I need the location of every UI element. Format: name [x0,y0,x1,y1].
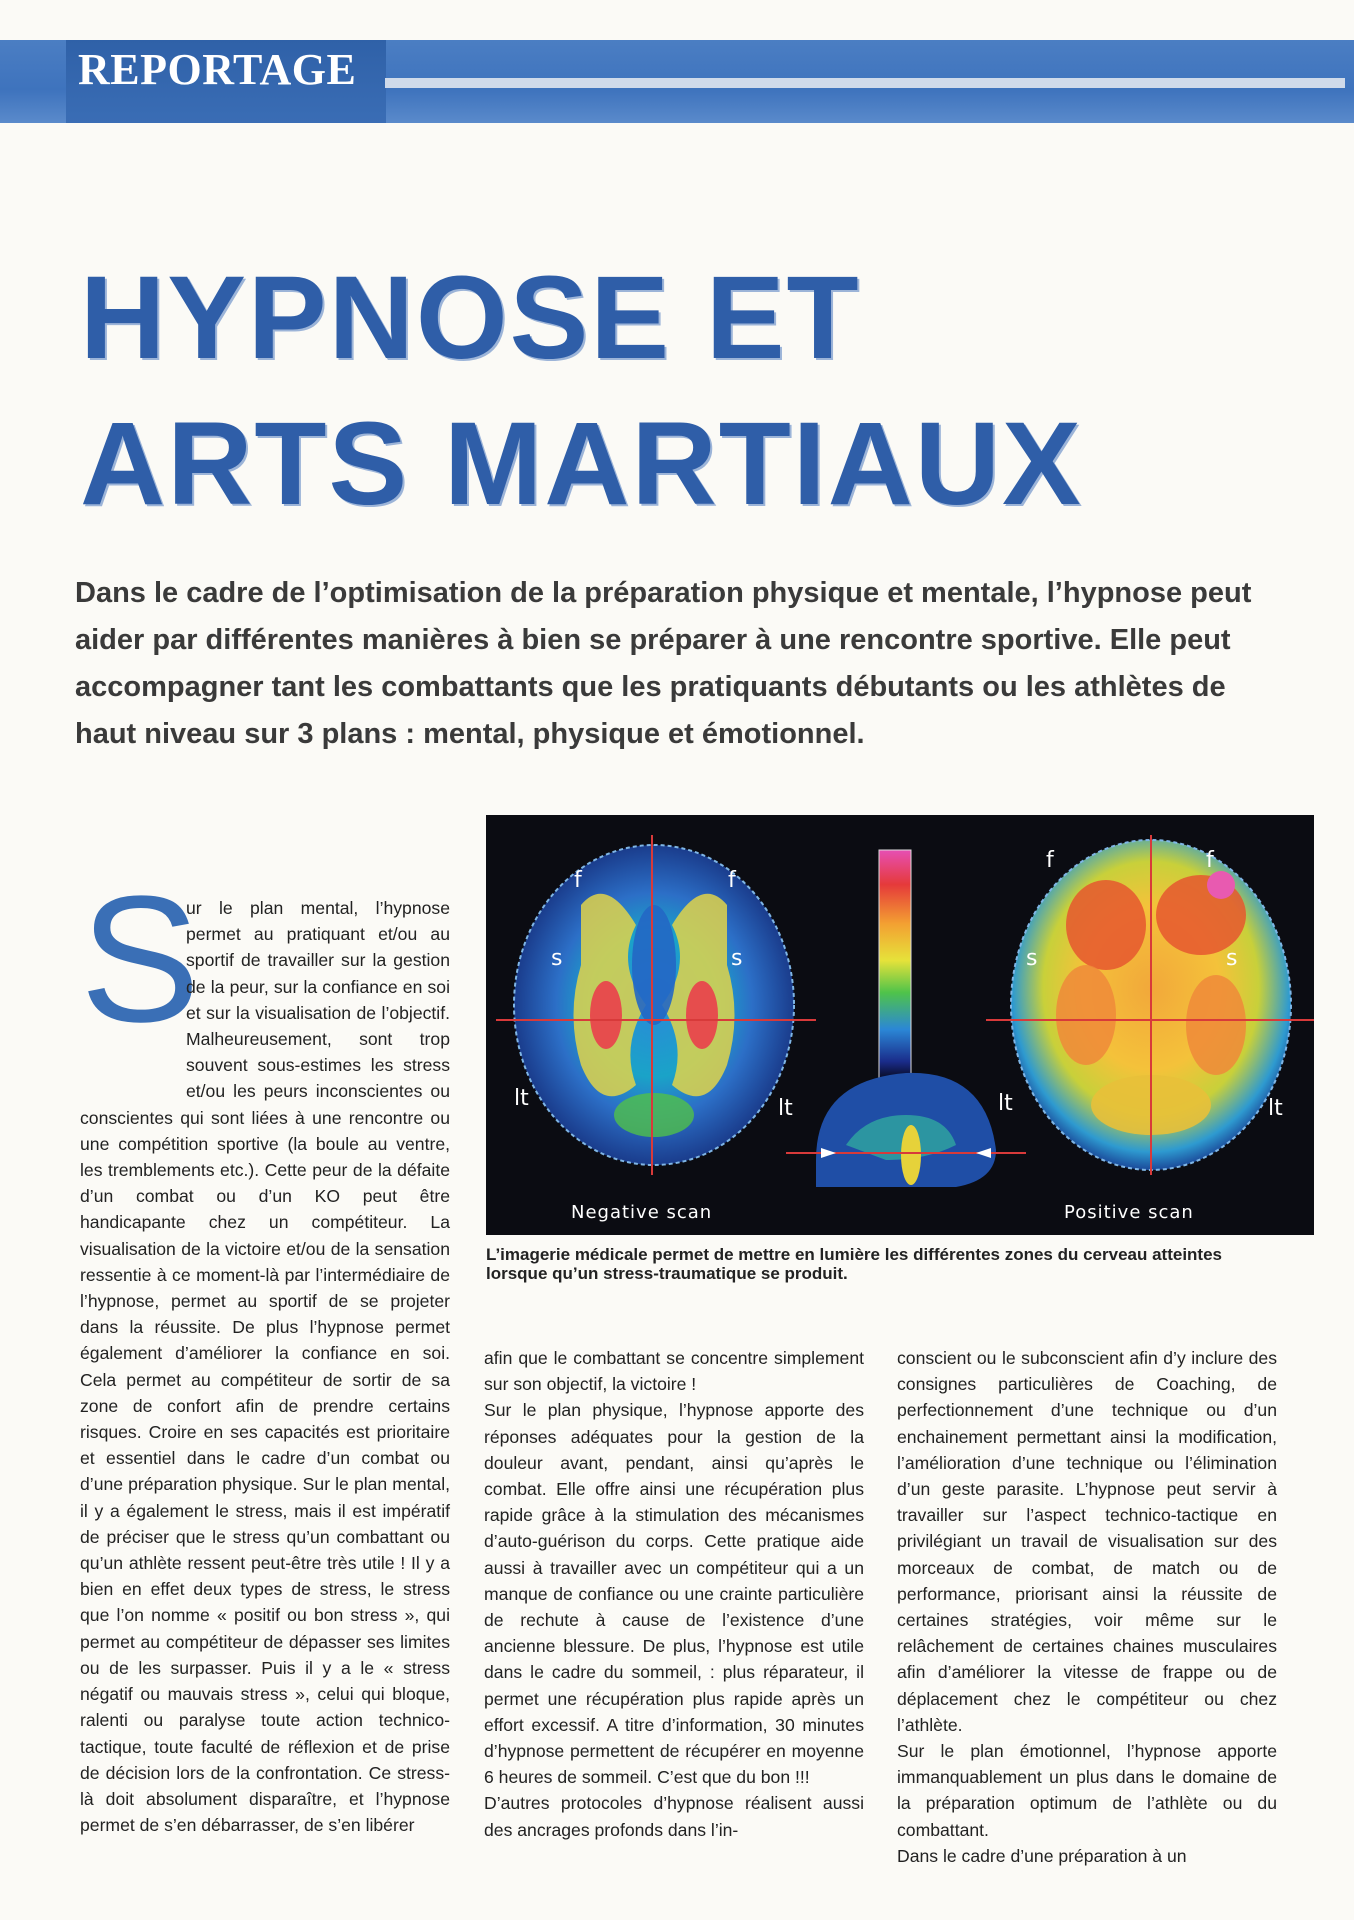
label-f-pos-right: f [1206,848,1214,873]
column-2-paragraph-1: afin que le combattant se concentre simplement sur son objectif, la victoire ! [484,1348,864,1395]
column-2-paragraph-3: D’autres protocoles d’hypnose réalisent aussi des ancrages profonds dans l’in- [484,1793,864,1840]
article-title-line-2: ARTS MARTIAUX [80,398,1083,530]
column-3-paragraph-1: conscient ou le subconscient afin d’y inclure des consignes particulières de Coaching, de perfectionnement d’une technique ou d’un enchainement permettant ainsi la modification, l’amélioration d’une technique ou l’élimination d’un geste parasite. L’hypnose peut servir à travailler sur l’aspect technico-tactique en privilégiant un travail de visualisation sur des morceaux de combat, de match ou de performance, priorisant ainsi la réussite de certaines stratégies, voir même sur le relâchement de certaines chaines musculaires afin d’améliorer la vitesse de frappe ou de déplacement chez le compétiteur ou chez l’athlète. [897,1348,1277,1735]
article-column-1 [80,859,450,1838]
label-f-pos-left: f [1046,848,1054,873]
label-f-neg-left: f [574,868,582,893]
article-column-3 [897,1345,1277,1869]
column-2-paragraph-2: Sur le plan physique, l’hypnose apporte des réponses adéquates pour la gestion de la douleur avant, pendant, ainsi qu’après le combat. Elle offre ainsi une récupération plus rapide grâce à la stimulation des mécanismes d’auto-guérison du corps. Cette pratique aide aussi à travailler avec un compétiteur qui a un manque de confiance ou une crainte particulière de rechute à cause de l’existence d’une ancienne blessure. De plus, l’hypnose est utile dans le cadre du sommeil, : plus réparateur, il permet une récupération plus rapide après un effort excessif. A titre d’information, 30 minutes d’hypnose permettent de récupérer en moyenne 6 heures de sommeil. C’est que du bon !!! [484,1400,864,1788]
article-title-line-1: HYPNOSE ET [80,252,861,384]
label-s-pos-right: s [1226,946,1238,971]
brain-scan-image [486,815,1314,1235]
label-s-neg-left: s [551,946,563,971]
label-lt-pos-left: lt [998,1091,1013,1116]
header-divider [385,78,1345,88]
negative-scan-label: Negative scan [571,1202,713,1223]
label-lt-neg-left: lt [514,1086,529,1111]
label-f-neg-right: f [728,868,736,893]
brain-scan-figure [486,815,1314,1235]
article-lead: Dans le cadre de l’optimisation de la préparation physique et mentale, l’hypnose peut aider par différentes manières à bien se préparer à une rencontre sportive. Elle peut accompagner tant les combattants que les pratiquants débutants ou les athlètes de haut niveau sur 3 plans : mental, physique et émotionnel. [75,577,1252,750]
label-lt-neg-right: lt [778,1096,793,1121]
drop-cap: S [80,859,201,1060]
article-column-2 [484,1345,864,1843]
article-title [80,245,1083,537]
label-lt-pos-right: lt [1268,1096,1283,1121]
column-3-paragraph-3: Dans le cadre d’une préparation à un [897,1845,1187,1866]
label-s-pos-left: s [1026,946,1038,971]
label-s-neg-right: s [731,946,743,971]
section-label: REPORTAGE [78,45,357,94]
column-1-text: ur le plan mental, l’hypnose permet au pratiquant et/ou au sportif de travailler sur la gestion de la peur, sur la confiance en soi et sur la visualisation de l’objectif. Malheureusement, sont trop souvent sous-estimes les stress et/ou les peurs inconscientes ou conscientes qui sont liées à une rencontre ou une compétition sportive (la boule au ventre, les tremblements etc.). Cette peur de la défaite d’un combat ou d’un KO peut être handicapante chez un compétiteur. La visualisation de la victoire et/ou de la sensation ressentie à ce moment-là par l’intermédiaire de l’hypnose, permet au sportif de se projeter dans la réussite. De plus l’hypnose permet également d’améliorer la confiance en soi. Cela permet au compétiteur de sortir de sa zone de confort afin de prendre certains risques. Croire en ses capacités est prioritaire et essentiel dans le cadre d’un combat ou d’une préparation physique. Sur le plan mental, il y a également le stress, mais il est impératif de préciser que le stress qu’un combattant ou qu’un athlète ressent peut-être très utile ! Il y a bien en effet deux types de stress, le stress que l’on nomme « positif ou bon stress », qui permet au compétiteur de dépasser ses limites ou de les surpasser. Puis il y a le « stress négatif ou mauvais stress », celui qui bloque, ralenti ou paralyse toute action technico-tactique, toute faculté de réflexion et de prise de décision lors de la confrontation. Ce stress-là doit absolument disparaître, et l’hypnose permet de s’en débarrasser, de s’en libérer [80,898,450,1836]
positive-scan-label: Positive scan [1064,1202,1194,1223]
figure-caption: L’imagerie médicale permet de mettre en lumière les différentes zones du cerveau atteintes lorsque qu’un stress-traumatique se produit. [486,1245,1223,1283]
column-3-paragraph-2: Sur le plan émotionnel, l’hypnose apporte immanquablement un plus dans le domaine de la préparation optimum de l’athlète ou du combattant. [897,1741,1277,1840]
